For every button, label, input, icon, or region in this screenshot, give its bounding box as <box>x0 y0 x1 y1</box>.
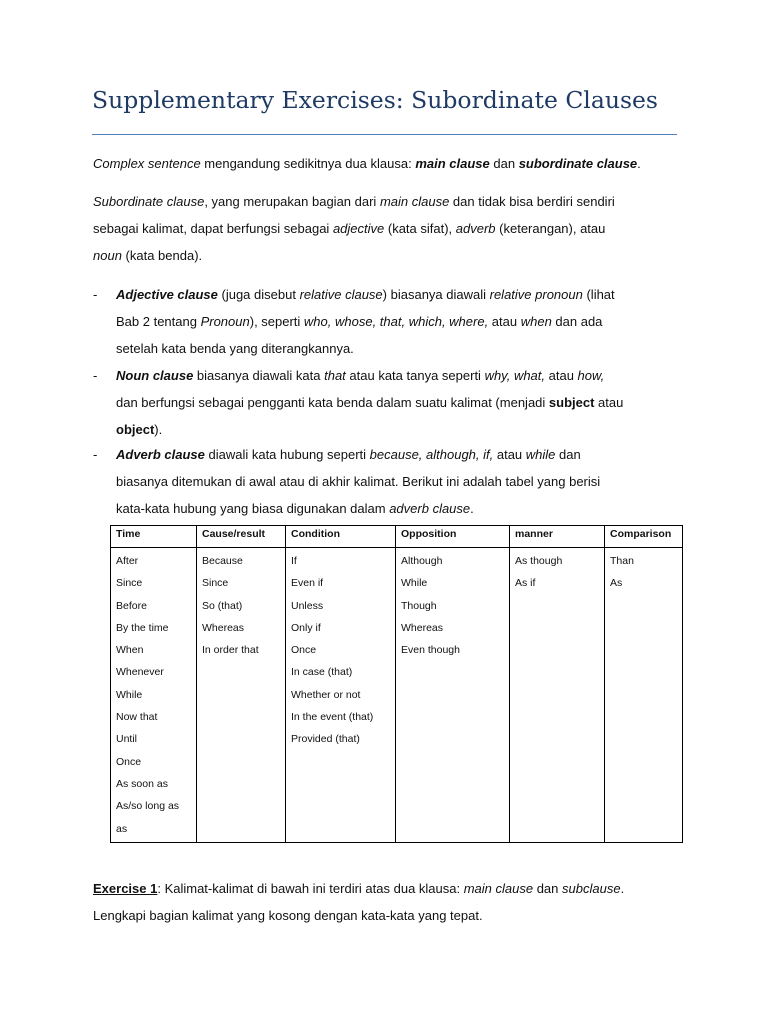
cell-item: While <box>401 577 428 590</box>
bullet-text: kata-kata hubung yang biasa digunakan dalam <box>116 501 390 516</box>
cell-item: Even if <box>291 577 324 590</box>
cell-item: As though <box>515 555 563 567</box>
term-noun: noun <box>93 248 122 263</box>
bullet-text: diawali kata hubung seperti <box>204 447 370 462</box>
bullet-text: atau <box>493 447 526 462</box>
term-relative-clause: relative clause <box>299 287 383 302</box>
table-cell-time <box>111 548 197 843</box>
para2-text: dan tidak bisa berdiri sendiri <box>449 194 615 209</box>
cell-item: Whereas <box>401 621 444 634</box>
term-relative-pronoun: relative pronoun <box>489 287 583 302</box>
bullet-text: ). <box>154 422 163 437</box>
exercise-text: . <box>620 881 625 896</box>
bullet-text: atau <box>594 395 624 410</box>
bullet-text: dan berfungsi sebagai pengganti kata benda dalam suatu kalimat (menjadi <box>116 395 549 410</box>
column-header: Condition <box>286 526 396 548</box>
term-adjective: adjective <box>332 221 385 236</box>
term-subclause: subclause <box>562 881 621 896</box>
para2-text: (kata sifat), <box>384 221 456 236</box>
intro-text: dan <box>489 156 519 171</box>
bullet-text: (lihat <box>582 287 615 302</box>
term-pronoun: Pronoun <box>200 314 250 329</box>
cell-item: By the time <box>116 621 169 634</box>
column-header: manner <box>510 526 605 548</box>
bullet-dash: - <box>93 287 98 302</box>
bullet-text: dan <box>555 447 581 462</box>
para2-text: sebagai kalimat, dapat berfungsi sebagai <box>93 221 333 236</box>
intro-paragraph <box>93 150 641 177</box>
term-subject: subject <box>548 395 595 410</box>
bullet-text: dan ada <box>551 314 603 329</box>
cell-item: As/so long as <box>116 800 180 813</box>
intro-term-complex-sentence: Complex sentence <box>93 156 201 171</box>
bullet-line <box>116 389 623 416</box>
bullet-text: atau <box>488 314 521 329</box>
bullet-text: . <box>470 501 474 516</box>
bullet-text: atau <box>545 368 578 383</box>
page-title: Supplementary Exercises: Subordinate Clauses <box>92 86 658 114</box>
cell-item: Whereas <box>202 621 245 634</box>
bullet-line <box>116 416 162 443</box>
term-adverb: adverb <box>455 221 496 236</box>
cell-item: So (that) <box>202 599 243 612</box>
term-when: when <box>520 314 552 329</box>
bullet-line <box>116 308 602 335</box>
intro-text: . <box>637 156 641 171</box>
table-cell-condition <box>286 548 396 843</box>
table-cell-cause-result <box>197 548 286 843</box>
cell-item: When <box>116 644 144 657</box>
term-that: that <box>324 368 346 383</box>
bullet-line <box>116 441 581 468</box>
cell-item: In the event (that) <box>291 711 374 724</box>
conjunctions-table <box>110 525 683 843</box>
bullet-line <box>116 362 604 389</box>
bullet-text: ), seperti <box>249 314 304 329</box>
cell-item: Though <box>401 599 437 612</box>
term-adverb-clause: adverb clause <box>389 501 471 516</box>
cell-item: Once <box>116 755 142 768</box>
exercise-line-2: Lengkapi bagian kalimat yang kosong dengan kata-kata yang tepat. <box>93 908 483 923</box>
cell-item: Until <box>116 733 138 746</box>
column-header: Comparison <box>605 526 683 548</box>
cell-item: As <box>610 577 623 590</box>
column-header: Time <box>111 526 197 548</box>
term-because-list: because, although, if, <box>369 447 494 462</box>
term-main-clause: main clause <box>463 881 534 896</box>
cell-item: Only if <box>291 621 321 634</box>
cell-item: Since <box>116 577 143 590</box>
cell-item: As soon as <box>116 777 168 790</box>
bullet-text: biasanya diawali kata <box>193 368 325 383</box>
table-cell-comparison <box>605 548 683 843</box>
cell-item: Since <box>202 577 229 590</box>
cell-item: In case (that) <box>291 666 353 679</box>
cell-item: Than <box>610 555 634 567</box>
cell-item: Before <box>116 599 147 612</box>
term-adjective-clause: Adjective clause <box>116 287 218 302</box>
cell-item: Whenever <box>116 666 164 679</box>
bullet-line: setelah kata benda yang diterangkannya. <box>116 341 354 356</box>
term-adverb-clause: Adverb clause <box>116 447 205 462</box>
cell-item: Although <box>401 555 443 567</box>
para2-text: , yang merupakan bagian dari <box>204 194 380 209</box>
cell-item: Now that <box>116 711 158 724</box>
bullet-text: (juga disebut <box>217 287 300 302</box>
term-why-what: why, what, <box>484 368 546 383</box>
cell-item: as <box>116 822 128 835</box>
bullet-line: biasanya ditemukan di awal atau di akhir kalimat. Berikut ini adalah tabel yang berisi <box>116 474 601 489</box>
bullet-text: ) biasanya diawali <box>382 287 490 302</box>
term-object: object <box>116 422 155 437</box>
cell-item: Because <box>202 555 243 567</box>
term-while: while <box>525 447 556 462</box>
cell-item: Even though <box>401 644 460 657</box>
cell-item: Once <box>291 644 317 657</box>
bullet-dash: - <box>93 447 98 462</box>
table-cell-opposition <box>396 548 510 843</box>
para2-line-3 <box>93 242 202 269</box>
term-subordinate-clause: Subordinate clause <box>93 194 205 209</box>
table-header-row <box>111 526 683 548</box>
cell-item: After <box>116 555 139 567</box>
bullet-text: atau kata tanya seperti <box>345 368 485 383</box>
intro-term-main-clause: main clause <box>415 156 490 171</box>
cell-item: In order that <box>202 644 259 657</box>
exercise-text: dan <box>533 881 563 896</box>
cell-item: If <box>291 555 297 567</box>
cell-item: As if <box>515 577 536 590</box>
intro-text: mengandung sedikitnya dua klausa: <box>200 156 416 171</box>
para2-line-1 <box>93 188 615 215</box>
cell-item: While <box>116 688 143 701</box>
table-cell-manner <box>510 548 605 843</box>
table-row <box>111 548 683 843</box>
para2-text: (keterangan), atau <box>495 221 606 236</box>
intro-term-subordinate-clause: subordinate clause <box>518 156 638 171</box>
term-noun-clause: Noun clause <box>116 368 194 383</box>
term-main-clause: main clause <box>379 194 450 209</box>
para2-text: (kata benda). <box>121 248 203 263</box>
para2-line-2 <box>93 215 605 242</box>
exercise-line-1 <box>93 875 624 902</box>
cell-item: Whether or not <box>291 688 361 701</box>
term-wh-list: who, whose, that, which, where, <box>303 314 489 329</box>
term-how: how, <box>577 368 605 383</box>
bullet-dash: - <box>93 368 98 383</box>
cell-item: Provided (that) <box>291 733 360 746</box>
exercise-label: Exercise 1 <box>93 881 158 896</box>
title-underline <box>92 134 677 135</box>
exercise-text: : Kalimat-kalimat di bawah ini terdiri atas dua klausa: <box>157 881 464 896</box>
bullet-line <box>116 281 615 308</box>
bullet-line <box>116 495 474 522</box>
column-header: Cause/result <box>197 526 286 548</box>
cell-item: Unless <box>291 599 324 612</box>
column-header: Opposition <box>396 526 510 548</box>
bullet-text: Bab 2 tentang <box>116 314 201 329</box>
